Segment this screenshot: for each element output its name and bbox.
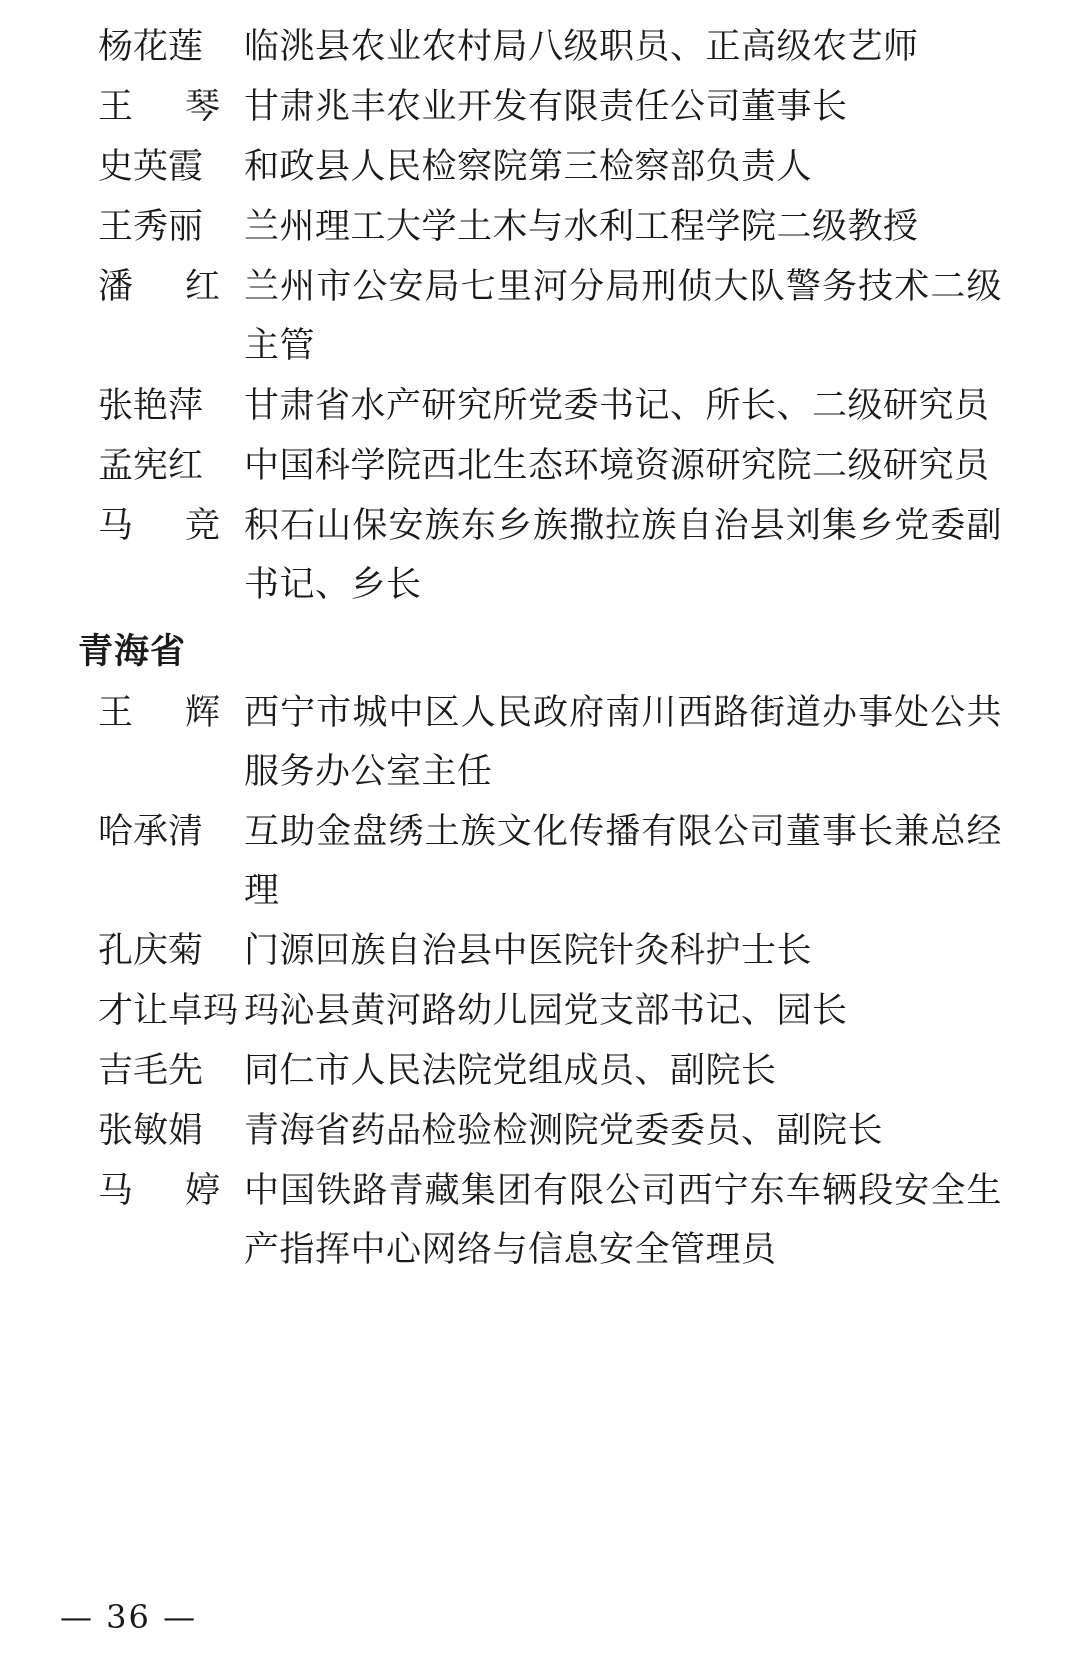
list-item [78, 982, 1002, 1041]
person-name: 杨花莲 [98, 27, 204, 67]
person-name [78, 684, 238, 743]
person-title: 甘肃兆丰农业开发有限责任公司董事长 [244, 87, 848, 127]
person-title: 门源回族自治县中医院针灸科护士长 [244, 931, 813, 971]
person-name-char: 王 [98, 693, 134, 733]
person-name-char: 辉 [184, 693, 220, 733]
person-name-char: 琴 [184, 87, 220, 127]
person-title: 青海省药品检验检测院党委委员、副院长 [244, 1111, 884, 1151]
section-heading: 青海省 [78, 632, 187, 672]
list-item [78, 684, 1002, 802]
person-name [78, 497, 238, 556]
person-name: 吉毛先 [98, 1051, 204, 1091]
content-list [78, 18, 1002, 1280]
list-item [78, 437, 1002, 496]
list-item [78, 138, 1002, 197]
person-name: 哈承清 [98, 812, 204, 852]
person-title: 同仁市人民法院党组成员、副院长 [244, 1051, 777, 1091]
person-name-char: 竞 [184, 506, 220, 546]
person-title: 积石山保安族东乡族撒拉族自治县刘集乡党委副书记、乡长 [244, 506, 1002, 605]
person-name-char: 马 [98, 506, 134, 546]
person-title: 甘肃省水产研究所党委书记、所长、二级研究员 [244, 386, 990, 426]
person-name: 王秀丽 [98, 207, 204, 247]
person-name-char: 潘 [98, 267, 134, 307]
person-title: 西宁市城中区人民政府南川西路街道办事处公共服务办公室主任 [244, 693, 1002, 792]
list-item [78, 803, 1002, 921]
list-item [78, 1162, 1002, 1280]
person-title: 兰州理工大学土木与水利工程学院二级教授 [244, 207, 919, 247]
list-item [78, 1042, 1002, 1101]
person-name [78, 1162, 238, 1221]
page-number: — 36 — [60, 1598, 198, 1636]
person-name: 孔庆菊 [98, 931, 204, 971]
list-item [78, 1102, 1002, 1161]
person-name: 张敏娟 [98, 1111, 204, 1151]
person-name [78, 258, 238, 317]
person-title: 兰州市公安局七里河分局刑侦大队警务技术二级主管 [244, 267, 1002, 366]
person-title: 互助金盘绣土族文化传播有限公司董事长兼总经理 [244, 812, 1002, 911]
person-name-char: 红 [184, 267, 220, 307]
person-name-char: 马 [98, 1171, 134, 1211]
person-title: 玛沁县黄河路幼儿园党支部书记、园长 [244, 991, 848, 1031]
list-item [78, 18, 1002, 77]
person-title: 中国科学院西北生态环境资源研究院二级研究员 [244, 446, 990, 486]
list-item [78, 258, 1002, 376]
person-name: 史英霞 [98, 147, 204, 187]
person-name [78, 78, 238, 137]
list-item [78, 78, 1002, 137]
person-name-char: 王 [98, 87, 134, 127]
person-title: 临洮县农业农村局八级职员、正高级农艺师 [244, 27, 919, 67]
person-name: 张艳萍 [98, 386, 204, 426]
list-item [78, 377, 1002, 436]
person-title: 和政县人民检察院第三检察部负责人 [244, 147, 813, 187]
person-name: 才让卓玛 [98, 991, 239, 1031]
list-item [78, 922, 1002, 981]
person-name: 孟宪红 [98, 446, 204, 486]
person-name-char: 婷 [184, 1171, 220, 1211]
list-item [78, 198, 1002, 257]
person-title: 中国铁路青藏集团有限公司西宁东车辆段安全生产指挥中心网络与信息安全管理员 [244, 1171, 1002, 1270]
list-item [78, 497, 1002, 615]
